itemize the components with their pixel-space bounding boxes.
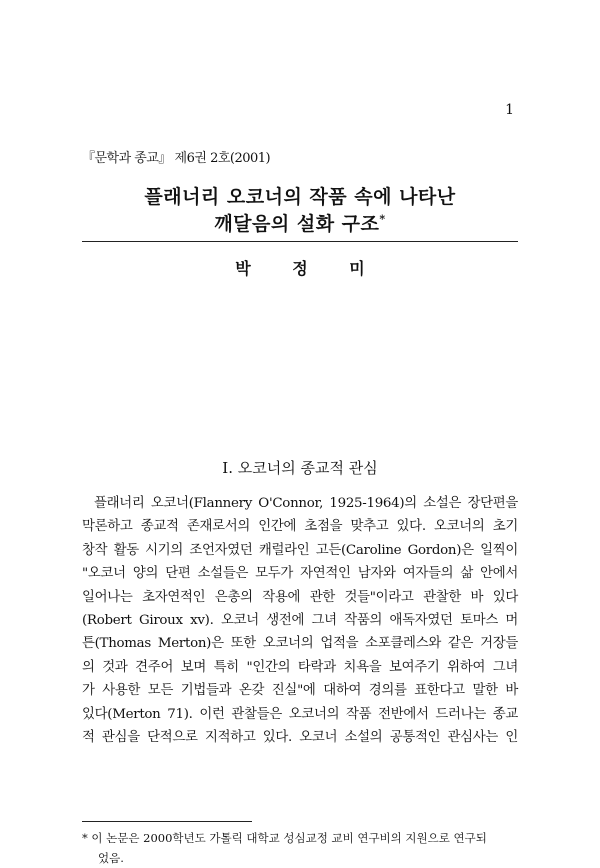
body-line: 튼(Thomas Merton)은 또한 오코너의 업적을 소포클레스와 같은 거장들 bbox=[82, 636, 518, 652]
body-line: (Robert Giroux xv). 오코너 생전에 그녀 작품의 애독자였던 토마스 머 bbox=[82, 612, 518, 628]
body-line: 있다(Merton 71). 이런 관찰들은 오코너의 작품 전반에서 드러나는 종교 bbox=[82, 706, 518, 722]
body-paragraph bbox=[82, 492, 518, 749]
body-line: 적 관심을 단적으로 지적하고 있다. 오코너 소설의 공통적인 관심사는 인 bbox=[82, 729, 518, 745]
page-number: 1 bbox=[505, 102, 514, 118]
title-divider bbox=[82, 241, 518, 242]
author-name: 박 정 미 bbox=[235, 259, 365, 278]
body-line: "오코너 양의 단편 소설들은 모두가 자연적인 남자와 여자들의 삶 안에서 bbox=[82, 566, 518, 582]
paper-title-line-1: 플래너리 오코너의 작품 속에 나타난 bbox=[144, 186, 456, 208]
footnote-line-2: 었음. bbox=[98, 851, 124, 865]
title-footnote-marker: * bbox=[379, 212, 386, 226]
body-line: 일어나는 초자연적인 은총의 작용에 관한 것들"이라고 관찰한 바 있다 bbox=[82, 589, 518, 605]
footnote-text-1: 이 논문은 2000학년도 가톨릭 대학교 성심교정 교비 연구비의 지원으로 연구되 bbox=[91, 831, 487, 845]
footnote bbox=[82, 828, 518, 868]
footnote-divider bbox=[82, 821, 252, 822]
paper-title-line-2 bbox=[0, 209, 600, 236]
body-line: 창작 활동 시기의 조언자였던 캐럴라인 고든(Caroline Gordon)은 일찍이 bbox=[82, 542, 518, 558]
section-heading: Ⅰ. 오코너의 종교적 관심 bbox=[222, 459, 378, 477]
body-line: 플래너리 오코너(Flannery O'Connor, 1925-1964)의 소설은 장단편을 bbox=[94, 496, 518, 511]
footnote-line-1 bbox=[82, 828, 518, 848]
paper-title-line-2-text: 깨달음의 설화 구조 bbox=[214, 213, 380, 235]
journal-citation: 『문학과 종교』 제6권 2호(2001) bbox=[82, 151, 271, 166]
footnote-marker: * bbox=[82, 831, 88, 845]
body-line: 의 것과 견주어 보며 특히 "인간의 타락과 치욕을 보여주기 위하여 그녀 bbox=[82, 659, 518, 675]
body-line: 가 사용한 모든 기법들과 온갖 진실"에 대하여 경의를 표한다고 말한 바 bbox=[82, 683, 518, 699]
body-line: 막론하고 종교적 존재로서의 인간에 초점을 맞추고 있다. 오코너의 초기 bbox=[82, 519, 518, 535]
